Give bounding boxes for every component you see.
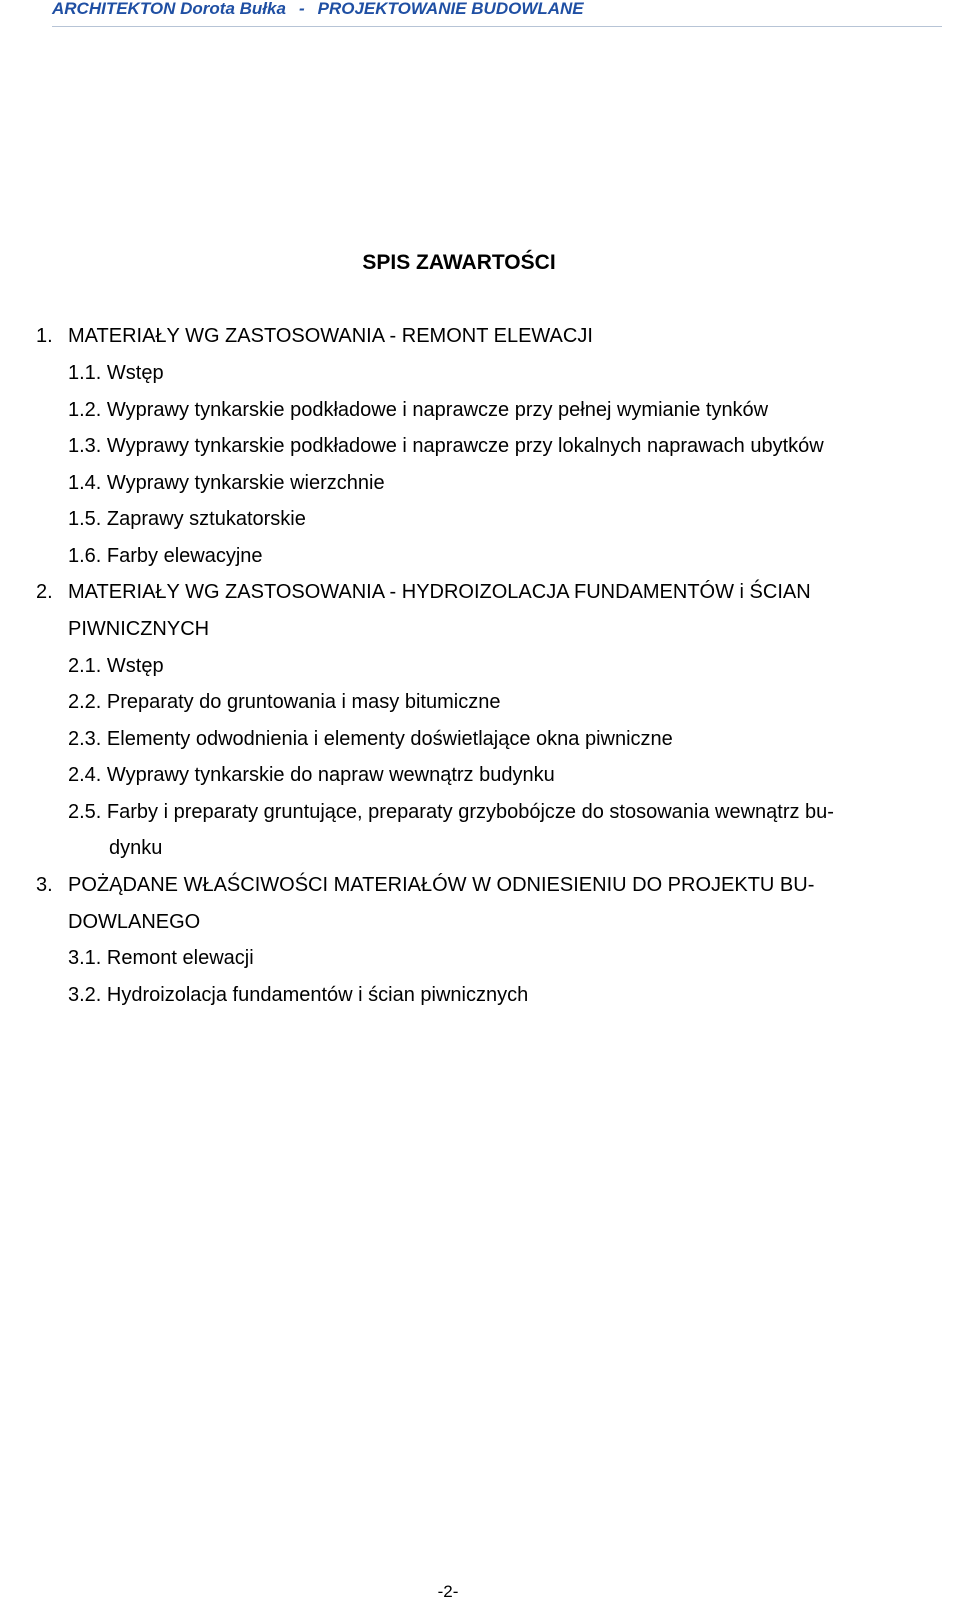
toc-item-1-4[interactable]: 1.4. Wyprawy tynkarskie wierzchnie bbox=[68, 472, 385, 494]
toc-section-2[interactable] bbox=[36, 580, 811, 604]
toc-item-1-5[interactable]: 1.5. Zaprawy sztukatorskie bbox=[68, 508, 306, 530]
toc-section-title: POŻĄDANE WŁAŚCIWOŚCI MATERIAŁÓW W ODNIESIENIU DO PROJEKTU BU- bbox=[68, 874, 815, 896]
toc-item-1-1[interactable]: 1.1. Wstęp bbox=[68, 362, 164, 384]
toc-item-2-1[interactable]: 2.1. Wstęp bbox=[68, 655, 164, 677]
header-tagline: PROJEKTOWANIE BUDOWLANE bbox=[317, 0, 584, 18]
page-number: -2- bbox=[437, 1582, 459, 1601]
toc-section-title: MATERIAŁY WG ZASTOSOWANIA - REMONT ELEWACJI bbox=[68, 325, 593, 347]
header-company: ARCHITEKTON Dorota Bułka bbox=[52, 0, 286, 18]
toc-item-2-5-continuation[interactable]: dynku bbox=[109, 837, 163, 859]
header-separator: - bbox=[298, 0, 305, 18]
toc-item-2-3[interactable]: 2.3. Elementy odwodnienia i elementy doświetlające okna piwniczne bbox=[68, 728, 673, 750]
toc-item-1-3[interactable]: 1.3. Wyprawy tynkarskie podkładowe i naprawcze przy lokalnych naprawach ubytków bbox=[68, 435, 824, 457]
toc-item-2-2[interactable]: 2.2. Preparaty do gruntowania i masy bitumiczne bbox=[68, 691, 501, 713]
toc-item-3-2[interactable]: 3.2. Hydroizolacja fundamentów i ścian piwnicznych bbox=[68, 984, 529, 1006]
toc-item-1-6[interactable]: 1.6. Farby elewacyjne bbox=[68, 545, 263, 567]
toc-section-number: 2. bbox=[36, 581, 53, 603]
page-header bbox=[52, 0, 942, 27]
toc-item-3-1[interactable]: 3.1. Remont elewacji bbox=[68, 947, 254, 969]
toc-item-2-5[interactable]: 2.5. Farby i preparaty gruntujące, preparaty grzybobójcze do stosowania wewnątrz bu- bbox=[68, 801, 834, 823]
toc-section-3-continuation[interactable]: DOWLANEGO bbox=[68, 911, 201, 933]
toc-section-1[interactable] bbox=[36, 324, 593, 348]
document-title: SPIS ZAWARTOŚCI bbox=[362, 251, 556, 274]
toc-section-title: MATERIAŁY WG ZASTOSOWANIA - HYDROIZOLACJA FUNDAMENTÓW i ŚCIAN bbox=[68, 581, 811, 603]
toc-section-2-continuation[interactable]: PIWNICZNYCH bbox=[68, 618, 210, 640]
toc-section-number: 3. bbox=[36, 874, 53, 896]
toc-section-3[interactable] bbox=[36, 873, 814, 897]
toc-item-2-4[interactable]: 2.4. Wyprawy tynkarskie do napraw wewnątrz budynku bbox=[68, 764, 555, 786]
toc-section-number: 1. bbox=[36, 325, 53, 347]
toc-item-1-2[interactable]: 1.2. Wyprawy tynkarskie podkładowe i naprawcze przy pełnej wymianie tynków bbox=[68, 399, 769, 421]
